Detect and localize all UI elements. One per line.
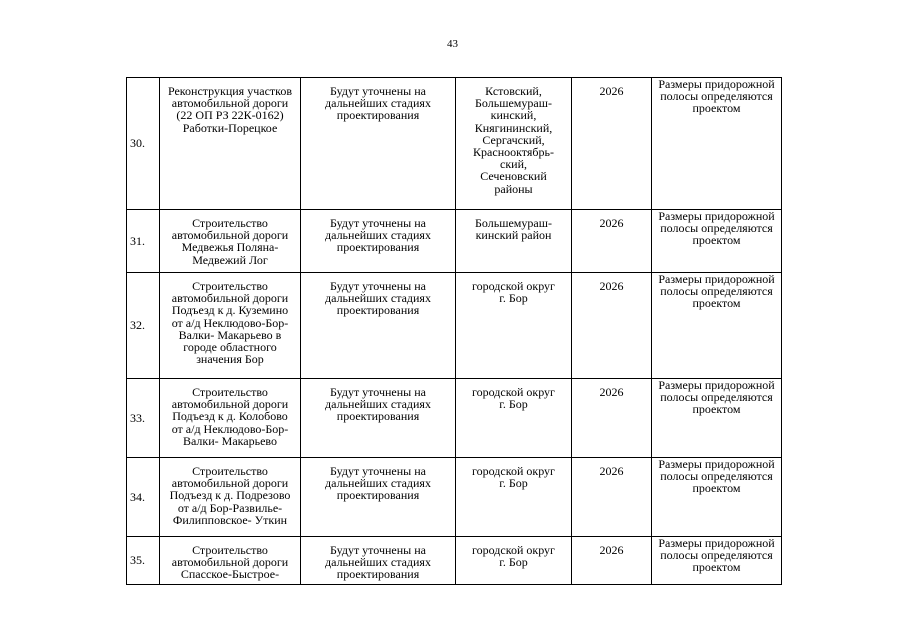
- object-parameters: Будут уточнены на дальнейших стадиях проектирования: [301, 379, 456, 458]
- planned-objects-table: [126, 77, 782, 585]
- object-parameters: Будут уточнены на дальнейших стадиях проектирования: [301, 537, 456, 585]
- roadside-zone-note: Размеры придорожной полосы определяются проектом: [652, 458, 782, 537]
- row-number: 33.: [127, 379, 160, 458]
- table-row: [127, 273, 782, 379]
- roadside-zone-note: Размеры придорожной полосы определяются проектом: [652, 379, 782, 458]
- completion-year: 2026: [572, 273, 652, 379]
- completion-year: 2026: [572, 210, 652, 273]
- completion-year: 2026: [572, 78, 652, 210]
- location-area: городской округ г. Бор: [456, 273, 572, 379]
- row-number: 35.: [127, 537, 160, 585]
- object-name: Строительство автомобильной дороги Подъезд к д. Колобово от а/д Неклюдово-Бор- Валки- Макарьево: [160, 379, 301, 458]
- object-parameters: Будут уточнены на дальнейших стадиях проектирования: [301, 78, 456, 210]
- object-name: Строительство автомобильной дороги Подъезд к д. Подрезово от а/д Бор-Развилье- Филипповское- Уткин: [160, 458, 301, 537]
- location-area: городской округ г. Бор: [456, 458, 572, 537]
- object-name: Строительство автомобильной дороги Медвежья Поляна- Медвежий Лог: [160, 210, 301, 273]
- roadside-zone-note: Размеры придорожной полосы определяются проектом: [652, 78, 782, 210]
- row-number: 30.: [127, 78, 160, 210]
- roadside-zone-note: Размеры придорожной полосы определяются проектом: [652, 210, 782, 273]
- table-row: [127, 78, 782, 210]
- completion-year: 2026: [572, 458, 652, 537]
- row-number: 34.: [127, 458, 160, 537]
- object-name: Строительство автомобильной дороги Спасское-Быстрое-: [160, 537, 301, 585]
- row-number: 32.: [127, 273, 160, 379]
- table-row: [127, 458, 782, 537]
- completion-year: 2026: [572, 537, 652, 585]
- table-row: [127, 210, 782, 273]
- location-area: Кстовский, Большемураш- кинский, Княгининский, Сергачский, Краснооктябрь- ский, Сеченовский районы: [456, 78, 572, 210]
- object-parameters: Будут уточнены на дальнейших стадиях проектирования: [301, 273, 456, 379]
- location-area: городской округ г. Бор: [456, 537, 572, 585]
- roadside-zone-note: Размеры придорожной полосы определяются проектом: [652, 537, 782, 585]
- roadside-zone-note: Размеры придорожной полосы определяются проектом: [652, 273, 782, 379]
- row-number: 31.: [127, 210, 160, 273]
- object-parameters: Будут уточнены на дальнейших стадиях проектирования: [301, 458, 456, 537]
- page-number: 43: [447, 38, 458, 50]
- object-parameters: Будут уточнены на дальнейших стадиях проектирования: [301, 210, 456, 273]
- location-area: городской округ г. Бор: [456, 379, 572, 458]
- table-row: [127, 537, 782, 585]
- object-name: Реконструкция участков автомобильной дороги (22 ОП РЗ 22К-0162) Работки-Порецкое: [160, 78, 301, 210]
- completion-year: 2026: [572, 379, 652, 458]
- table-row: [127, 379, 782, 458]
- object-name: Строительство автомобильной дороги Подъезд к д. Куземино от а/д Неклюдово-Бор- Валки- Макарьево в городе областного значения Бор: [160, 273, 301, 379]
- location-area: Большемураш- кинский район: [456, 210, 572, 273]
